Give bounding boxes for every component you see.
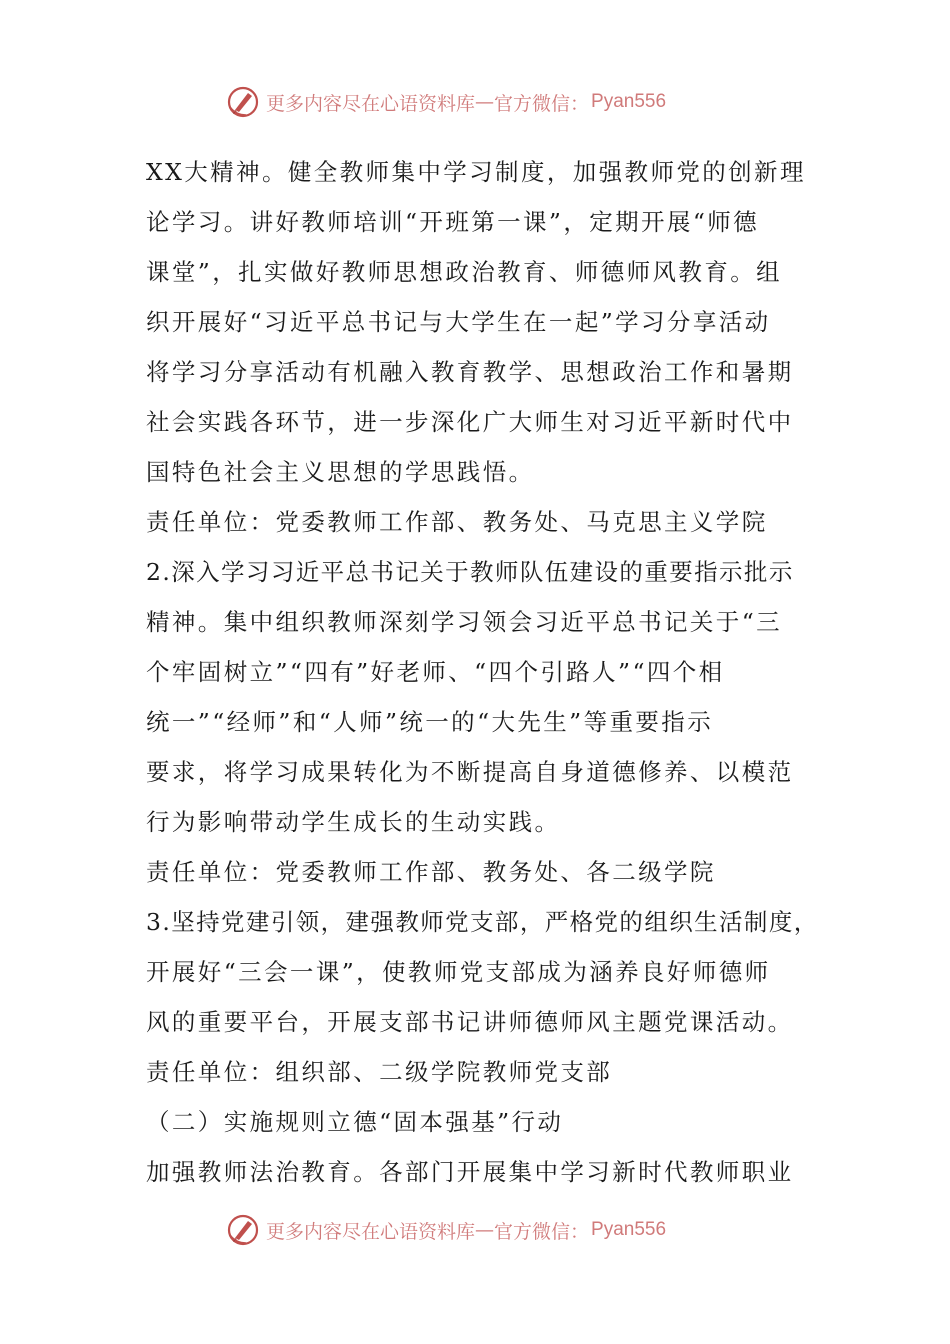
section-heading: （二）实施规则立德“固本强基”行动 (146, 1108, 564, 1136)
watermark-brand: 更多内容尽在心语资料库 (266, 92, 476, 115)
header-watermark (226, 82, 746, 122)
body-line: 课堂”，扎实做好教师思想政治教育、师德师风教育。组 (146, 258, 783, 286)
body-line: 加强教师法治教育。各部门开展集中学习新时代教师职业 (146, 1158, 794, 1186)
watermark-label: 官方微信： (494, 92, 590, 115)
body-line: 论学习。讲好教师培训“开班第一课”，定期开展“师德 (146, 208, 760, 236)
body-line: XX大精神。健全教师集中学习制度，加强教师党的创新理 (146, 158, 806, 186)
body-line: 精神。集中组织教师深刻学习领会习近平总书记关于“三 (146, 608, 783, 636)
section-item-heading: 2.深入学习习近平总书记关于教师队伍建设的重要指示批示 (146, 558, 794, 586)
body-line: 国特色社会主义思想的学思践悟。 (146, 458, 535, 486)
body-line: 行为影响带动学生成长的生动实践。 (146, 808, 561, 836)
body-line: 要求，将学习成果转化为不断提高自身道德修养、以模范 (146, 758, 794, 786)
responsible-unit-line: 责任单位：党委教师工作部、教务处、各二级学院 (146, 858, 716, 886)
body-line: 统一”“经师”和“人师”统一的“大先生”等重要指示 (146, 708, 714, 736)
body-line: 社会实践各环节，进一步深化广大师生对习近平新时代中 (146, 408, 794, 436)
body-line: 将学习分享活动有机融入教育教学、思想政治工作和暑期 (146, 358, 794, 386)
watermark-label: 官方微信： (494, 1220, 590, 1243)
watermark-wechat-id: Pyan556 (591, 1219, 667, 1240)
watermark-dash: — (475, 91, 495, 113)
body-line: 风的重要平台，开展支部书记讲师德师风主题党课活动。 (146, 1008, 794, 1036)
watermark-brand: 更多内容尽在心语资料库 (266, 1220, 476, 1243)
body-line: 织开展好“习近平总书记与大学生在一起”学习分享活动 (146, 308, 771, 336)
watermark-dash: — (475, 1219, 495, 1241)
quill-pen-logo-icon (226, 1213, 260, 1247)
watermark-wechat-id: Pyan556 (591, 91, 667, 112)
document-body (146, 147, 826, 1187)
responsible-unit-line: 责任单位：组织部、二级学院教师党支部 (146, 1058, 613, 1086)
body-line: 个牢固树立”“四有”好老师、“四个引路人”“四个相 (146, 658, 725, 686)
responsible-unit-line: 责任单位：党委教师工作部、教务处、马克思主义学院 (146, 508, 768, 536)
quill-pen-logo-icon (226, 85, 260, 119)
section-item-heading: 3.坚持党建引领，建强教师党支部，严格党的组织生活制度， (146, 908, 819, 936)
body-line: 开展好“三会一课”，使教师党支部成为涵养良好师德师 (146, 958, 771, 986)
footer-watermark (226, 1210, 746, 1250)
